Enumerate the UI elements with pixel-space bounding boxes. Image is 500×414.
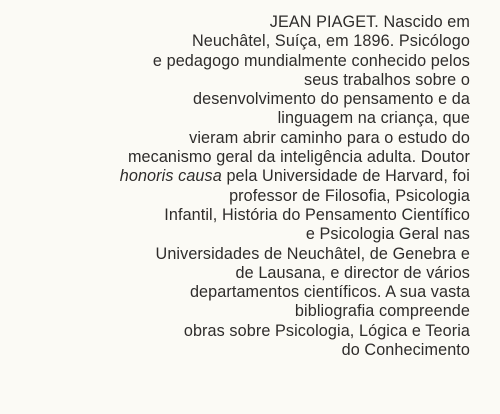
text-fragment: Nascido em	[378, 13, 470, 31]
biography-paragraph	[20, 13, 470, 360]
author-name: JEAN PIAGET.	[269, 13, 379, 31]
text-line	[20, 167, 470, 186]
text-line: Infantil, História do Pensamento Científico	[164, 205, 470, 224]
text-line: vieram abrir caminho para o estudo do	[189, 128, 470, 147]
text-line: do Conhecimento	[341, 341, 470, 360]
text-line: departamentos científicos. A sua vasta	[189, 283, 470, 302]
honoris-causa-text: honoris causa	[119, 167, 222, 186]
text-fragment: pela Universidade de Harvard, foi	[221, 167, 470, 186]
text-line: desenvolvimento do pensamento e da	[193, 90, 470, 109]
text-line: obras sobre Psicologia, Lógica e Teoria	[183, 321, 470, 340]
text-line: de Lausana, e director de vários	[235, 263, 470, 282]
text-line: mecanismo geral da inteligência adulta. Doutor	[127, 148, 470, 167]
text-line: e Psicologia Geral nas	[305, 225, 470, 244]
text-line: bibliografia compreende	[294, 302, 470, 321]
text-line: linguagem na criança, que	[277, 109, 470, 128]
text-line: Universidades de Neuchâtel, de Genebra e	[155, 244, 470, 263]
text-line: e pedagogo mundialmente conhecido pelos	[152, 51, 470, 70]
text-line	[20, 13, 470, 32]
text-line: professor de Filosofia, Psicologia	[229, 186, 470, 205]
text-line: Neuchâtel, Suíça, em 1896. Psicólogo	[191, 32, 470, 51]
text-line: seus trabalhos sobre o	[304, 70, 470, 89]
